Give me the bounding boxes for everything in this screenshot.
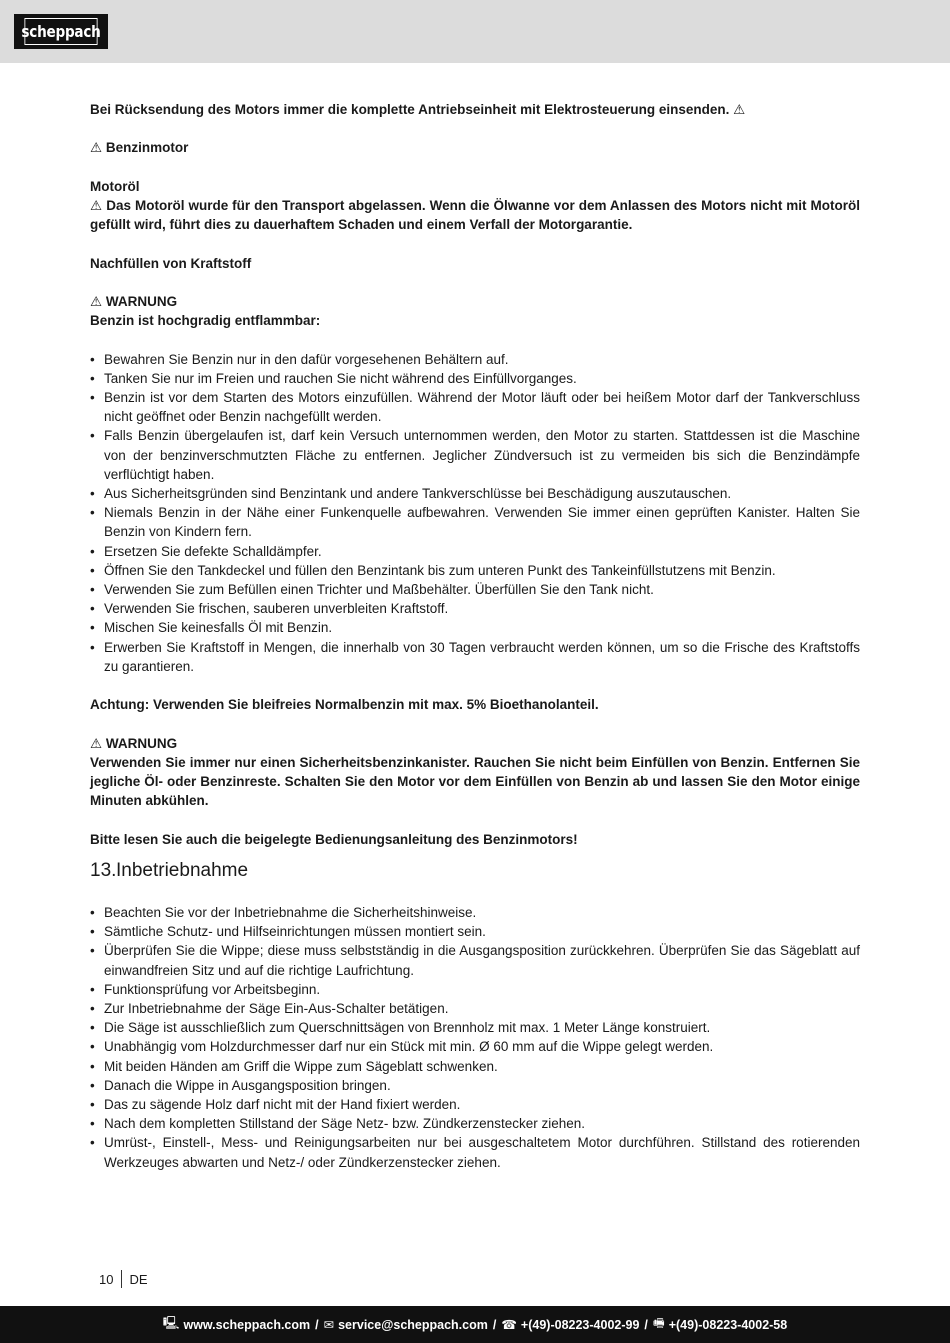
engine-oil-warning: ⚠ Das Motoröl wurde für den Transport abgelassen. Wenn die Ölwanne vor dem Anlassen des Motors nicht mit Motoröl gefüllt wird, führt dies zu dauerhaftem Schaden und einem Verfall der Motorgarantie. <box>90 197 860 233</box>
list-item: • Öffnen Sie den Tankdeckel und füllen den Benzintank bis zum unteren Punkt des Tankeinfüllstutzens mit Benzin. <box>90 561 860 580</box>
page-divider <box>121 1270 122 1288</box>
brand-logo <box>14 14 108 49</box>
list-item: • Benzin ist vor dem Starten des Motors einzufüllen. Während der Motor läuft oder bei heißem Motor darf der Tankverschluss nicht geöffnet oder Benzin nachgefüllt werden. <box>90 388 860 426</box>
document-body <box>90 100 860 1172</box>
list-item: • Aus Sicherheitsgründen sind Benzintank und andere Tankverschlüsse bei Beschädigung auszutauschen. <box>90 484 860 503</box>
computer-icon: 🖳 <box>162 1316 180 1330</box>
list-item: • Tanken Sie nur im Freien und rauchen Sie nicht während des Einfüllvorganges. <box>90 369 860 388</box>
list-item: • Das zu sägende Holz darf nicht mit der Hand fixiert werden. <box>90 1095 860 1114</box>
list-item: • Überprüfen Sie die Wippe; diese muss selbstständig in die Ausgangsposition zurückkehren. Überprüfen Sie das Sägeblatt auf einwandfreien Sitz und auf die richtige Laufrichtung. <box>90 941 860 979</box>
brand-logo-text: scheppach <box>24 18 97 45</box>
page-language: DE <box>129 1271 148 1287</box>
footer-fax: +(49)-08223-4002-58 <box>668 1317 788 1332</box>
footer-separator: / <box>644 1317 648 1332</box>
list-item: • Mit beiden Händen am Griff die Wippe zum Sägeblatt schwenken. <box>90 1057 860 1076</box>
list-item: • Unabhängig vom Holzdurchmesser darf nur ein Stück mit min. Ø 60 mm auf die Wippe gelegt werden. <box>90 1037 860 1056</box>
list-item: • Zur Inbetriebnahme der Säge Ein-Aus-Schalter betätigen. <box>90 999 860 1018</box>
list-item: • Falls Benzin übergelaufen ist, darf kein Versuch unternommen werden, den Motor zu starten. Stattdessen ist die Maschine von der benzinverschmutzten Fläche zu entfernen. Jeglicher Zündversuch ist zu vermeiden bis sich die Benzindämpfe verflüchtigt haben. <box>90 426 860 484</box>
fax-icon: 🖷 <box>652 1316 665 1330</box>
list-item: • Die Säge ist ausschließlich zum Querschnittsägen von Brennholz mit max. 1 Meter Länge konstruiert. <box>90 1018 860 1037</box>
fuel-safety-list <box>90 350 860 676</box>
footer-phone: +(49)-08223-4002-99 <box>520 1317 640 1332</box>
section-number: 13. <box>90 859 117 881</box>
list-item: • Sämtliche Schutz- und Hilfseinrichtungen müssen montiert sein. <box>90 922 860 941</box>
phone-icon: ☎ <box>501 1318 517 1332</box>
list-item: • Verwenden Sie zum Befüllen einen Trichter und Maßbehälter. Überfüllen Sie den Tank nicht. <box>90 580 860 599</box>
warning-heading-2: ⚠ WARNUNG <box>90 735 178 751</box>
list-item: • Ersetzen Sie defekte Schalldämpfer. <box>90 542 860 561</box>
page-number: 10 <box>99 1271 114 1287</box>
startup-list <box>90 903 860 1172</box>
footer-separator: / <box>315 1317 319 1332</box>
engine-oil-heading: Motoröl <box>90 178 140 194</box>
footer-bar <box>0 1306 950 1343</box>
list-item: • Bewahren Sie Benzin nur in den dafür vorgesehenen Behältern auf. <box>90 350 860 369</box>
section-heading <box>90 858 860 884</box>
refuel-heading: Nachfüllen von Kraftstoff <box>90 255 252 271</box>
flammable-subheading: Benzin ist hochgradig entflammbar: <box>90 313 321 329</box>
footer-email[interactable]: service@scheppach.com <box>338 1317 488 1332</box>
footer-separator: / <box>492 1317 497 1332</box>
list-item: • Erwerben Sie Kraftstoff in Mengen, die innerhalb von 30 Tagen verbraucht werden können, um so die Frische des Kraftstoffs zu garantieren. <box>90 638 860 676</box>
page-number-block <box>99 1270 148 1288</box>
unleaded-attention: Achtung: Verwenden Sie bleifreies Normalbenzin mit max. 5% Bioethanolanteil. <box>90 697 599 713</box>
warning-heading-1: ⚠ WARNUNG <box>90 293 178 309</box>
list-item: • Verwenden Sie frischen, sauberen unverbleiten Kraftstoff. <box>90 599 860 618</box>
section-title: Inbetriebnahme <box>116 859 249 881</box>
return-note: Bei Rücksendung des Motors immer die komplette Antriebseinheit mit Elektrosteuerung einsenden. ⚠ <box>90 102 746 117</box>
list-item: • Nach dem kompletten Stillstand der Säge Netz- bzw. Zündkerzenstecker ziehen. <box>90 1114 860 1133</box>
petrol-engine-heading: ⚠ Benzinmotor <box>90 140 189 156</box>
list-item: • Niemals Benzin in der Nähe einer Funkenquelle aufbewahren. Verwenden Sie immer einen geprüften Kanister. Halten Sie Benzin von Kindern fern. <box>90 503 860 541</box>
footer-website[interactable]: www.scheppach.com <box>183 1317 311 1332</box>
list-item: • Danach die Wippe in Ausgangsposition bringen. <box>90 1076 860 1095</box>
list-item: • Umrüst-, Einstell-, Mess- und Reinigungsarbeiten nur bei ausgeschaltetem Motor durchführen. Stillstand des rotierenden Werkzeuges abwarten und Netz-/ oder Zündkerzenstecker ziehen. <box>90 1133 860 1171</box>
header-bar <box>0 0 950 63</box>
engine-manual-note: Bitte lesen Sie auch die beigelegte Bedienungsanleitung des Benzinmotors! <box>90 831 578 847</box>
safety-canister-warning: Verwenden Sie immer nur einen Sicherheitsbenzinkanister. Rauchen Sie nicht beim Einfüllen von Benzin. Entfernen Sie jegliche Öl- oder Benzinreste. Schalten Sie den Motor vor dem Einfüllen von Benzin ab und lassen Sie den Motor einige Minuten abkühlen. <box>90 754 860 809</box>
mail-icon: ✉ <box>323 1318 335 1332</box>
list-item: • Beachten Sie vor der Inbetriebnahme die Sicherheitshinweise. <box>90 903 860 922</box>
list-item: • Funktionsprüfung vor Arbeitsbeginn. <box>90 980 860 999</box>
list-item: • Mischen Sie keinesfalls Öl mit Benzin. <box>90 618 860 637</box>
